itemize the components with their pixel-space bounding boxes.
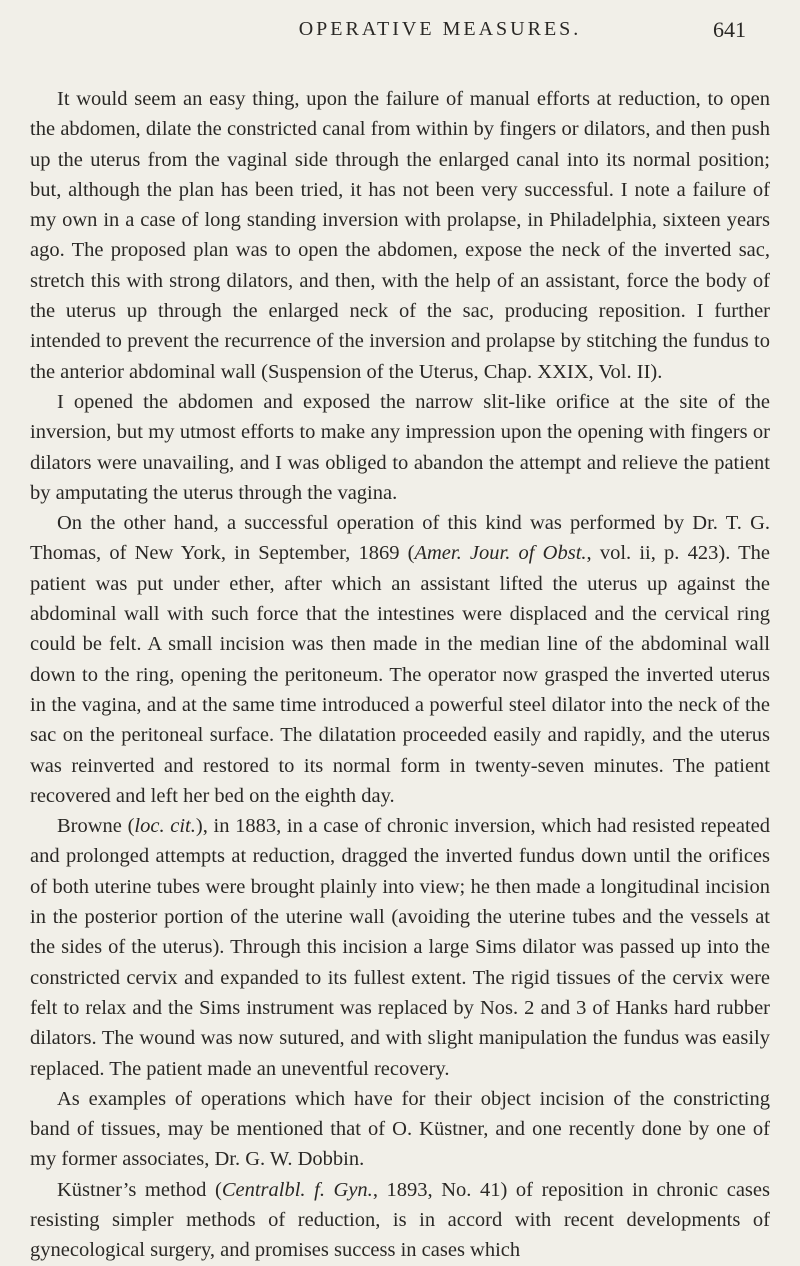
- paragraph-text: I opened the abdomen and exposed the narrow slit-like orifice at the site of the inversion, but my utmost efforts to make any impression upon the opening with fingers or dilators were unavailing, and I was obliged to abandon the attempt and relieve the patient by amputating the uterus through the vagina.: [30, 390, 770, 504]
- paragraph-text: Küstner’s method (: [57, 1178, 222, 1201]
- citation-italic: Centralbl. f. Gyn.: [221, 1178, 373, 1201]
- body-text: [30, 84, 770, 1266]
- citation-italic: loc. cit.: [134, 815, 196, 838]
- running-head: [60, 14, 760, 44]
- page-number: 641: [713, 17, 746, 42]
- running-head-title: OPERATIVE MEASURES.: [298, 18, 582, 40]
- paragraph: [30, 811, 770, 1084]
- paragraph: [30, 84, 770, 387]
- citation-italic: Amer. Jour. of Obst.: [414, 542, 587, 565]
- paragraph-text: It would seem an easy thing, upon the failure of manual efforts at reduction, to open the abdomen, dilate the constricted canal from within by fingers or dilators, and then push up the uterus from the vaginal side through the enlarged canal into its normal position; but, although the plan has been tried, it has not been very successful. I note a failure of my own in a case of long standing inversion with prolapse, in Philadelphia, sixteen years ago. The proposed plan was to open the abdomen, expose the neck of the inverted sac, stretch this with strong dilators, and then, with the help of an assistant, force the body of the uterus up through the enlarged neck of the sac, producing reposition. I further intended to prevent the recurrence of the inversion and prolapse by stitching the fundus to the anterior abdominal wall (Suspension of the Uterus, Chap. XXIX, Vol. II).: [30, 88, 770, 383]
- paragraph-text: As examples of operations which have for their object incision of the constricting band of tissues, may be mentioned that of O. Küstner, and one recently done by one of my former associates, Dr. G. W. Dobbin.: [30, 1087, 770, 1171]
- paragraph-text: ), in 1883, in a case of chronic inversion, which had resisted repeated and prolonged attempts at reduction, dragged the inverted fundus down until the orifices of both uterine tubes were brought plainly into view; he then made a longitudinal incision in the posterior portion of the uterine wall (avoiding the uterine tubes and the vessels at the sides of the uterus). Through this incision a large Sims dilator was passed up into the constricted cervix and expanded to its fullest extent. The rigid tissues of the cervix were felt to relax and the Sims instrument was replaced by Nos. 2 and 3 of Hanks hard rubber dilators. The wound was now sutured, and with slight manipulation the fundus was easily replaced. The patient made an uneventful recovery.: [30, 815, 770, 1080]
- paragraph-text: On the other hand, a successful operation of this kind was performed by Dr. T. G. Thomas, of New York, in September, 1869 (: [30, 512, 770, 565]
- paragraph: [30, 387, 770, 508]
- paragraph-text: Browne (: [57, 815, 135, 838]
- paragraph: [30, 1084, 770, 1175]
- paragraph: [30, 1175, 770, 1266]
- paragraph: [30, 508, 770, 811]
- paragraph-text: , vol. ii, p. 423). The patient was put under ether, after which an assistant lifted the uterus up against the abdominal wall with such force that the intestines were displaced and the cervical ring could be felt. A small incision was then made in the median line of the abdominal wall down to the ring, opening the peritoneum. The operator now grasped the inverted uterus in the vagina, and at the same time introduced a powerful steel dilator into the neck of the sac on the peritoneal surface. The dilatation proceeded easily and rapidly, and the uterus was reinverted and restored to its normal form in twenty-seven minutes. The patient recovered and left her bed on the eighth day.: [30, 542, 771, 807]
- paragraph-text: , 1893, No. 41) of reposition in chronic cases resisting simpler methods of reduction, is in accord with recent developments of gynecological surgery, and promises success in cases which: [30, 1178, 770, 1262]
